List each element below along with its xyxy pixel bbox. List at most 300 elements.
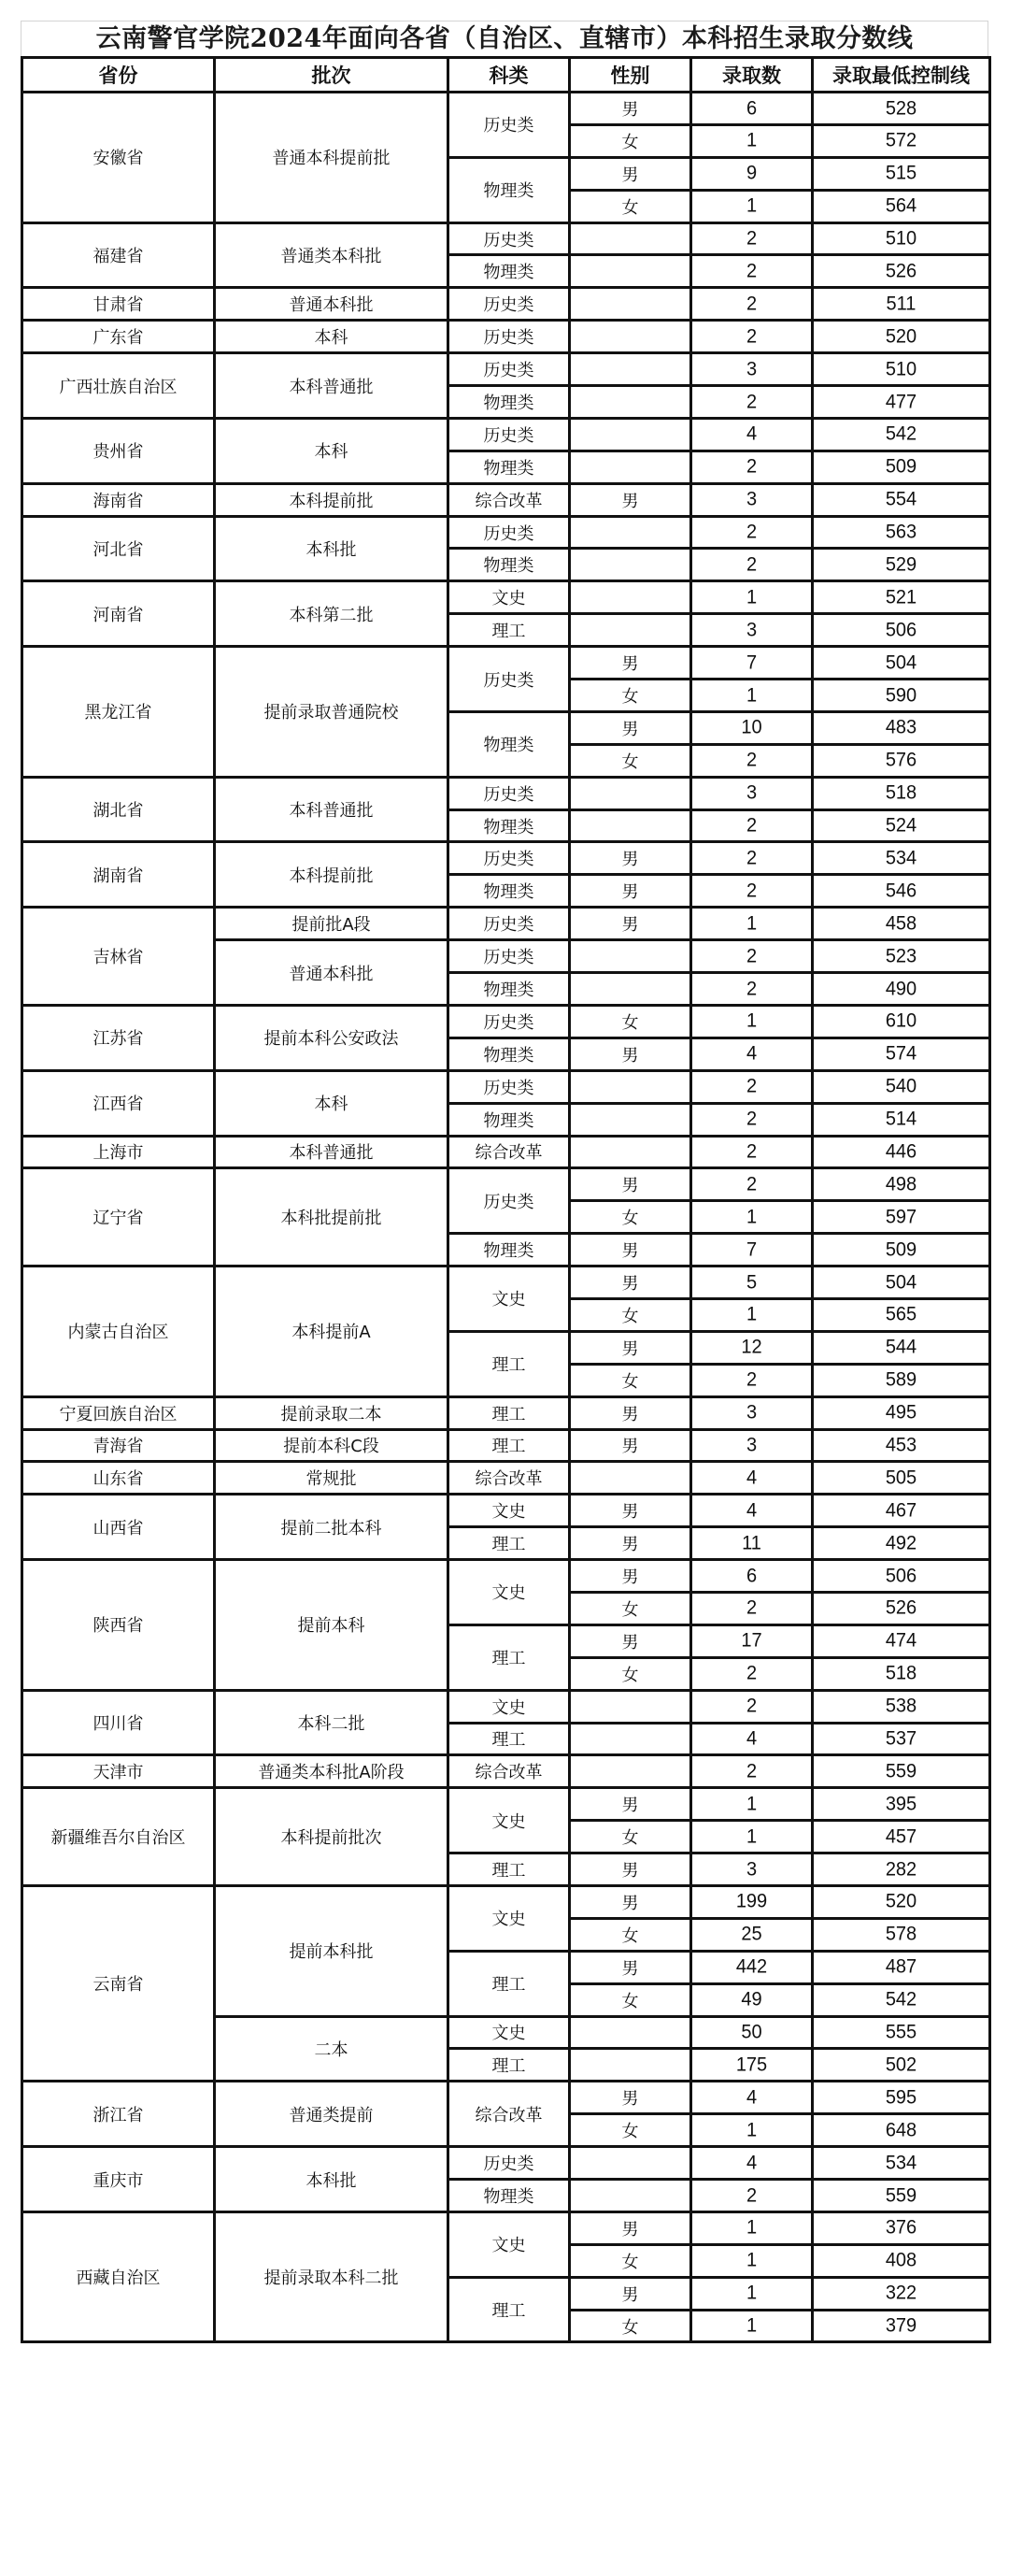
gender-cell: 男 <box>570 483 691 516</box>
gender-cell <box>570 1070 691 1103</box>
admitted-count-cell: 2 <box>691 1102 813 1138</box>
batch-cell: 普通类提前 <box>215 2082 448 2147</box>
subject-cell: 物理类 <box>448 1103 570 1136</box>
province-cell: 黑龙江省 <box>22 647 215 778</box>
batch-cell: 提前本科 <box>215 1560 448 1691</box>
column-header-subject: 科类 <box>448 58 570 93</box>
min-score-cell: 495 <box>813 1395 990 1431</box>
admitted-count-cell: 6 <box>691 91 813 126</box>
gender-cell: 男 <box>570 157 691 190</box>
admitted-count-cell: 3 <box>691 351 813 387</box>
admitted-count-cell: 2 <box>691 2178 813 2213</box>
subject-cell: 历史类 <box>448 1005 570 1038</box>
batch-cell: 提前录取二本 <box>215 1396 448 1429</box>
gender-cell <box>570 1723 691 1755</box>
table-row <box>22 483 990 516</box>
admitted-count-cell: 2 <box>691 319 813 354</box>
min-score-cell: 595 <box>813 2080 990 2115</box>
admitted-count-cell: 1 <box>691 2112 813 2148</box>
subject-cell: 文史 <box>448 1885 570 1951</box>
admitted-count-cell: 199 <box>691 1884 813 1920</box>
subject-cell: 综合改革 <box>448 1755 570 1788</box>
min-score-cell: 526 <box>813 1591 990 1626</box>
batch-cell: 本科批 <box>215 516 448 581</box>
table-row <box>22 1070 990 1103</box>
subject-cell: 物理类 <box>448 549 570 581</box>
admitted-count-cell: 2 <box>691 254 813 290</box>
gender-cell <box>570 386 691 419</box>
table-row <box>22 1136 990 1168</box>
subject-cell: 理工 <box>448 1396 570 1429</box>
gender-cell: 男 <box>570 1624 691 1657</box>
admitted-count-cell: 4 <box>691 1493 813 1528</box>
subject-cell: 历史类 <box>448 222 570 255</box>
min-score-cell: 453 <box>813 1428 990 1464</box>
gender-cell: 女 <box>570 1918 691 1951</box>
min-score-cell: 534 <box>813 841 990 877</box>
batch-cell: 普通本科提前批 <box>215 93 448 223</box>
gender-cell <box>570 255 691 288</box>
subject-cell: 历史类 <box>448 353 570 386</box>
subject-cell: 历史类 <box>448 940 570 973</box>
gender-cell <box>570 516 691 549</box>
gender-cell: 男 <box>570 1560 691 1593</box>
admitted-count-cell: 1 <box>691 1786 813 1822</box>
admitted-count-cell: 2 <box>691 743 813 779</box>
batch-cell: 本科提前批次 <box>215 1788 448 1886</box>
subject-cell: 物理类 <box>448 875 570 908</box>
admitted-count-cell: 5 <box>691 1265 813 1300</box>
batch-cell: 本科 <box>215 321 448 353</box>
admitted-count-cell: 4 <box>691 417 813 452</box>
min-score-cell: 538 <box>813 1689 990 1724</box>
table-row <box>22 288 990 321</box>
subject-cell: 文史 <box>448 1690 570 1723</box>
admitted-count-cell: 1 <box>691 678 813 713</box>
min-score-cell: 555 <box>813 2015 990 2051</box>
province-cell: 广西壮族自治区 <box>22 353 215 419</box>
subject-cell: 理工 <box>448 1951 570 2016</box>
subject-cell: 理工 <box>448 1429 570 1462</box>
admitted-count-cell: 442 <box>691 1950 813 1985</box>
admission-score-sheet <box>21 21 988 2343</box>
admitted-count-cell: 2 <box>691 1754 813 1790</box>
admitted-count-cell: 49 <box>691 1982 813 2018</box>
subject-cell: 物理类 <box>448 386 570 419</box>
min-score-cell: 537 <box>813 1722 990 1757</box>
province-cell: 河北省 <box>22 516 215 581</box>
min-score-cell: 578 <box>813 1917 990 1953</box>
admitted-count-cell: 10 <box>691 710 813 746</box>
batch-cell: 提前二批本科 <box>215 1495 448 1560</box>
subject-cell: 理工 <box>448 1723 570 1755</box>
min-score-cell: 559 <box>813 2178 990 2213</box>
table-row <box>22 1005 990 1038</box>
admitted-count-cell: 2 <box>691 1591 813 1626</box>
gender-cell: 男 <box>570 875 691 908</box>
min-score-cell: 504 <box>813 645 990 680</box>
province-cell: 青海省 <box>22 1429 215 1462</box>
admitted-count-cell: 1 <box>691 189 813 224</box>
batch-cell: 本科提前批 <box>215 483 448 516</box>
subject-cell: 理工 <box>448 614 570 647</box>
gender-cell <box>570 222 691 255</box>
subject-cell: 理工 <box>448 1527 570 1560</box>
subject-cell: 理工 <box>448 2277 570 2342</box>
min-score-cell: 483 <box>813 710 990 746</box>
province-cell: 内蒙古自治区 <box>22 1267 215 1397</box>
subject-cell: 物理类 <box>448 2180 570 2212</box>
gender-cell: 男 <box>570 1788 691 1821</box>
gender-cell: 女 <box>570 2310 691 2342</box>
gender-cell <box>570 2016 691 2049</box>
min-score-cell: 379 <box>813 2309 990 2344</box>
title-bar <box>21 21 988 56</box>
province-cell: 广东省 <box>22 321 215 353</box>
table-header <box>22 58 990 93</box>
batch-cell: 本科批提前批 <box>215 1168 448 1267</box>
min-score-cell: 506 <box>813 1558 990 1594</box>
batch-cell: 二本 <box>215 2016 448 2082</box>
gender-cell: 男 <box>570 1951 691 1983</box>
subject-cell: 文史 <box>448 1788 570 1853</box>
table-row <box>22 908 990 940</box>
admitted-count-cell: 11 <box>691 1525 813 1561</box>
subject-cell: 历史类 <box>448 93 570 158</box>
gender-cell: 男 <box>570 1267 691 1299</box>
province-cell: 西藏自治区 <box>22 2211 215 2342</box>
province-cell: 安徽省 <box>22 93 215 223</box>
subject-cell: 历史类 <box>448 321 570 353</box>
gender-cell: 女 <box>570 2114 691 2147</box>
gender-cell <box>570 777 691 809</box>
batch-cell: 本科批 <box>215 2147 448 2212</box>
min-score-cell: 510 <box>813 351 990 387</box>
subject-cell: 历史类 <box>448 418 570 451</box>
table-row <box>22 516 990 549</box>
admitted-count-cell: 2 <box>691 841 813 877</box>
min-score-cell: 505 <box>813 1461 990 1496</box>
admitted-count-cell: 2 <box>691 938 813 974</box>
min-score-cell: 563 <box>813 515 990 551</box>
admitted-count-cell: 3 <box>691 612 813 648</box>
subject-cell: 历史类 <box>448 2147 570 2180</box>
gender-cell <box>570 2049 691 2082</box>
admitted-count-cell: 4 <box>691 2080 813 2115</box>
admitted-count-cell: 175 <box>691 2048 813 2083</box>
province-cell: 四川省 <box>22 1690 215 1755</box>
gender-cell <box>570 1103 691 1136</box>
table-row <box>22 1495 990 1527</box>
admitted-count-cell: 1 <box>691 1819 813 1854</box>
gender-cell: 男 <box>570 647 691 680</box>
min-score-cell: 395 <box>813 1786 990 1822</box>
batch-cell: 本科 <box>215 1070 448 1136</box>
header-row <box>22 58 990 93</box>
table-row <box>22 93 990 125</box>
gender-cell: 男 <box>570 908 691 940</box>
min-score-cell: 559 <box>813 1754 990 1790</box>
min-score-cell: 542 <box>813 1982 990 2018</box>
min-score-cell: 457 <box>813 1819 990 1854</box>
min-score-cell: 408 <box>813 2243 990 2279</box>
min-score-cell: 576 <box>813 743 990 779</box>
province-cell: 上海市 <box>22 1136 215 1168</box>
admitted-count-cell: 1 <box>691 2243 813 2279</box>
column-header-min-score: 录取最低控制线 <box>813 58 990 93</box>
gender-cell: 男 <box>570 93 691 125</box>
min-score-cell: 565 <box>813 1297 990 1333</box>
min-score-cell: 514 <box>813 1102 990 1138</box>
min-score-cell: 521 <box>813 580 990 615</box>
admitted-count-cell: 50 <box>691 2015 813 2051</box>
admitted-count-cell: 2 <box>691 971 813 1007</box>
admitted-count-cell: 3 <box>691 776 813 811</box>
admitted-count-cell: 1 <box>691 906 813 941</box>
gender-cell: 男 <box>570 1853 691 1886</box>
min-score-cell: 498 <box>813 1166 990 1202</box>
min-score-cell: 648 <box>813 2112 990 2148</box>
subject-cell: 物理类 <box>448 1038 570 1070</box>
gender-cell: 女 <box>570 190 691 222</box>
gender-cell: 女 <box>570 1657 691 1690</box>
province-cell: 重庆市 <box>22 2147 215 2212</box>
gender-cell: 男 <box>570 1234 691 1267</box>
min-score-cell: 529 <box>813 548 990 583</box>
table-row <box>22 777 990 809</box>
province-cell: 新疆维吾尔自治区 <box>22 1788 215 1886</box>
admitted-count-cell: 2 <box>691 1656 813 1692</box>
subject-cell: 综合改革 <box>448 1462 570 1495</box>
min-score-cell: 540 <box>813 1069 990 1105</box>
province-cell: 陕西省 <box>22 1560 215 1691</box>
admitted-count-cell: 1 <box>691 2276 813 2311</box>
subject-cell: 历史类 <box>448 1070 570 1103</box>
gender-cell <box>570 809 691 842</box>
min-score-cell: 506 <box>813 612 990 648</box>
gender-cell <box>570 1136 691 1168</box>
subject-cell: 物理类 <box>448 451 570 483</box>
gender-cell <box>570 973 691 1006</box>
province-cell: 江西省 <box>22 1070 215 1136</box>
table-row <box>22 1168 990 1201</box>
min-score-cell: 526 <box>813 254 990 290</box>
gender-cell: 女 <box>570 680 691 712</box>
gender-cell <box>570 549 691 581</box>
min-score-cell: 458 <box>813 906 990 941</box>
batch-cell: 本科提前批 <box>215 842 448 908</box>
table-row <box>22 1788 990 1821</box>
subject-cell: 理工 <box>448 1624 570 1690</box>
subject-cell: 物理类 <box>448 255 570 288</box>
batch-cell: 普通类本科批A阶段 <box>215 1755 448 1788</box>
admitted-count-cell: 4 <box>691 1722 813 1757</box>
admitted-count-cell: 2 <box>691 450 813 485</box>
batch-cell: 本科提前A <box>215 1267 448 1397</box>
admitted-count-cell: 3 <box>691 1395 813 1431</box>
gender-cell <box>570 940 691 973</box>
province-cell: 吉林省 <box>22 908 215 1006</box>
gender-cell <box>570 2180 691 2212</box>
min-score-cell: 546 <box>813 873 990 909</box>
admitted-count-cell: 2 <box>691 1363 813 1398</box>
min-score-cell: 523 <box>813 938 990 974</box>
subject-cell: 综合改革 <box>448 1136 570 1168</box>
province-cell: 山西省 <box>22 1495 215 1560</box>
admitted-count-cell: 17 <box>691 1624 813 1659</box>
gender-cell: 男 <box>570 2211 691 2244</box>
gender-cell: 女 <box>570 1201 691 1234</box>
subject-cell: 历史类 <box>448 1168 570 1234</box>
batch-cell: 普通本科批 <box>215 940 448 1006</box>
province-cell: 宁夏回族自治区 <box>22 1396 215 1429</box>
min-score-cell: 542 <box>813 417 990 452</box>
gender-cell: 男 <box>570 1038 691 1070</box>
column-header-gender: 性别 <box>570 58 691 93</box>
admitted-count-cell: 7 <box>691 1232 813 1267</box>
min-score-cell: 597 <box>813 1199 990 1235</box>
subject-cell: 文史 <box>448 581 570 614</box>
min-score-cell: 572 <box>813 123 990 159</box>
subject-cell: 历史类 <box>448 288 570 321</box>
table-body <box>22 93 990 2342</box>
gender-cell: 男 <box>570 2082 691 2114</box>
admission-score-table <box>21 56 991 2343</box>
subject-cell: 文史 <box>448 2211 570 2277</box>
gender-cell: 男 <box>570 2277 691 2310</box>
table-row <box>22 2211 990 2244</box>
min-score-cell: 376 <box>813 2211 990 2246</box>
gender-cell <box>570 288 691 321</box>
gender-cell: 男 <box>570 711 691 744</box>
min-score-cell: 610 <box>813 1004 990 1039</box>
min-score-cell: 518 <box>813 776 990 811</box>
admitted-count-cell: 2 <box>691 1689 813 1724</box>
min-score-cell: 487 <box>813 1950 990 1985</box>
subject-cell: 历史类 <box>448 908 570 940</box>
province-cell: 湖南省 <box>22 842 215 908</box>
admitted-count-cell: 1 <box>691 2211 813 2246</box>
column-header-province: 省份 <box>22 58 215 93</box>
batch-cell: 本科二批 <box>215 1690 448 1755</box>
min-score-cell: 528 <box>813 91 990 126</box>
subject-cell: 历史类 <box>448 647 570 712</box>
gender-cell: 男 <box>570 1168 691 1201</box>
min-score-cell: 509 <box>813 1232 990 1267</box>
admitted-count-cell: 1 <box>691 2309 813 2344</box>
batch-cell: 本科普通批 <box>215 777 448 842</box>
province-cell: 辽宁省 <box>22 1168 215 1267</box>
batch-cell: 普通类本科批 <box>215 222 448 288</box>
gender-cell <box>570 418 691 451</box>
batch-cell: 常规批 <box>215 1462 448 1495</box>
gender-cell <box>570 614 691 647</box>
min-score-cell: 564 <box>813 189 990 224</box>
admitted-count-cell: 1 <box>691 580 813 615</box>
subject-cell: 综合改革 <box>448 483 570 516</box>
batch-cell: 普通本科批 <box>215 288 448 321</box>
min-score-cell: 554 <box>813 482 990 518</box>
gender-cell: 男 <box>570 1885 691 1918</box>
min-score-cell: 509 <box>813 450 990 485</box>
admitted-count-cell: 6 <box>691 1558 813 1594</box>
subject-cell: 历史类 <box>448 777 570 809</box>
gender-cell <box>570 1755 691 1788</box>
table-row <box>22 1396 990 1429</box>
gender-cell: 女 <box>570 1298 691 1331</box>
batch-cell: 提前本科批 <box>215 1885 448 2016</box>
min-score-cell: 574 <box>813 1037 990 1072</box>
gender-cell <box>570 2147 691 2180</box>
page-title: 云南警官学院2024年面向各省（自治区、直辖市）本科招生录取分数线 <box>95 24 914 53</box>
admitted-count-cell: 2 <box>691 1166 813 1202</box>
batch-cell: 提前录取普通院校 <box>215 647 448 778</box>
table-row <box>22 222 990 255</box>
batch-cell: 本科普通批 <box>215 353 448 419</box>
admitted-count-cell: 2 <box>691 222 813 257</box>
province-cell: 江苏省 <box>22 1005 215 1070</box>
gender-cell: 男 <box>570 1429 691 1462</box>
batch-cell: 本科 <box>215 418 448 483</box>
province-cell: 云南省 <box>22 1885 215 2081</box>
admitted-count-cell: 25 <box>691 1917 813 1953</box>
province-cell: 海南省 <box>22 483 215 516</box>
province-cell: 山东省 <box>22 1462 215 1495</box>
gender-cell <box>570 353 691 386</box>
min-score-cell: 446 <box>813 1135 990 1170</box>
subject-cell: 文史 <box>448 1560 570 1625</box>
gender-cell <box>570 581 691 614</box>
min-score-cell: 510 <box>813 222 990 257</box>
admitted-count-cell: 2 <box>691 548 813 583</box>
table-row <box>22 1755 990 1788</box>
min-score-cell: 504 <box>813 1265 990 1300</box>
admitted-count-cell: 3 <box>691 482 813 518</box>
admitted-count-cell: 2 <box>691 286 813 322</box>
column-header-admitted-count: 录取数 <box>691 58 813 93</box>
table-row <box>22 581 990 614</box>
province-cell: 福建省 <box>22 222 215 288</box>
min-score-cell: 544 <box>813 1330 990 1366</box>
province-cell: 湖北省 <box>22 777 215 842</box>
min-score-cell: 534 <box>813 2145 990 2181</box>
gender-cell: 女 <box>570 1821 691 1853</box>
table-row <box>22 353 990 386</box>
gender-cell: 男 <box>570 1495 691 1527</box>
subject-cell: 物理类 <box>448 973 570 1006</box>
admitted-count-cell: 1 <box>691 1004 813 1039</box>
table-row <box>22 1429 990 1462</box>
column-header-batch: 批次 <box>215 58 448 93</box>
subject-cell: 理工 <box>448 1331 570 1396</box>
gender-cell: 女 <box>570 1364 691 1396</box>
min-score-cell: 490 <box>813 971 990 1007</box>
admitted-count-cell: 2 <box>691 515 813 551</box>
min-score-cell: 477 <box>813 384 990 420</box>
gender-cell: 女 <box>570 2244 691 2277</box>
subject-cell: 文史 <box>448 1495 570 1527</box>
province-cell: 河南省 <box>22 581 215 647</box>
province-cell: 甘肃省 <box>22 288 215 321</box>
table-row <box>22 842 990 875</box>
table-row <box>22 1462 990 1495</box>
subject-cell: 综合改革 <box>448 2082 570 2147</box>
min-score-cell: 474 <box>813 1624 990 1659</box>
admitted-count-cell: 4 <box>691 1037 813 1072</box>
table-row <box>22 418 990 451</box>
table-row <box>22 1885 990 1918</box>
subject-cell: 历史类 <box>448 516 570 549</box>
